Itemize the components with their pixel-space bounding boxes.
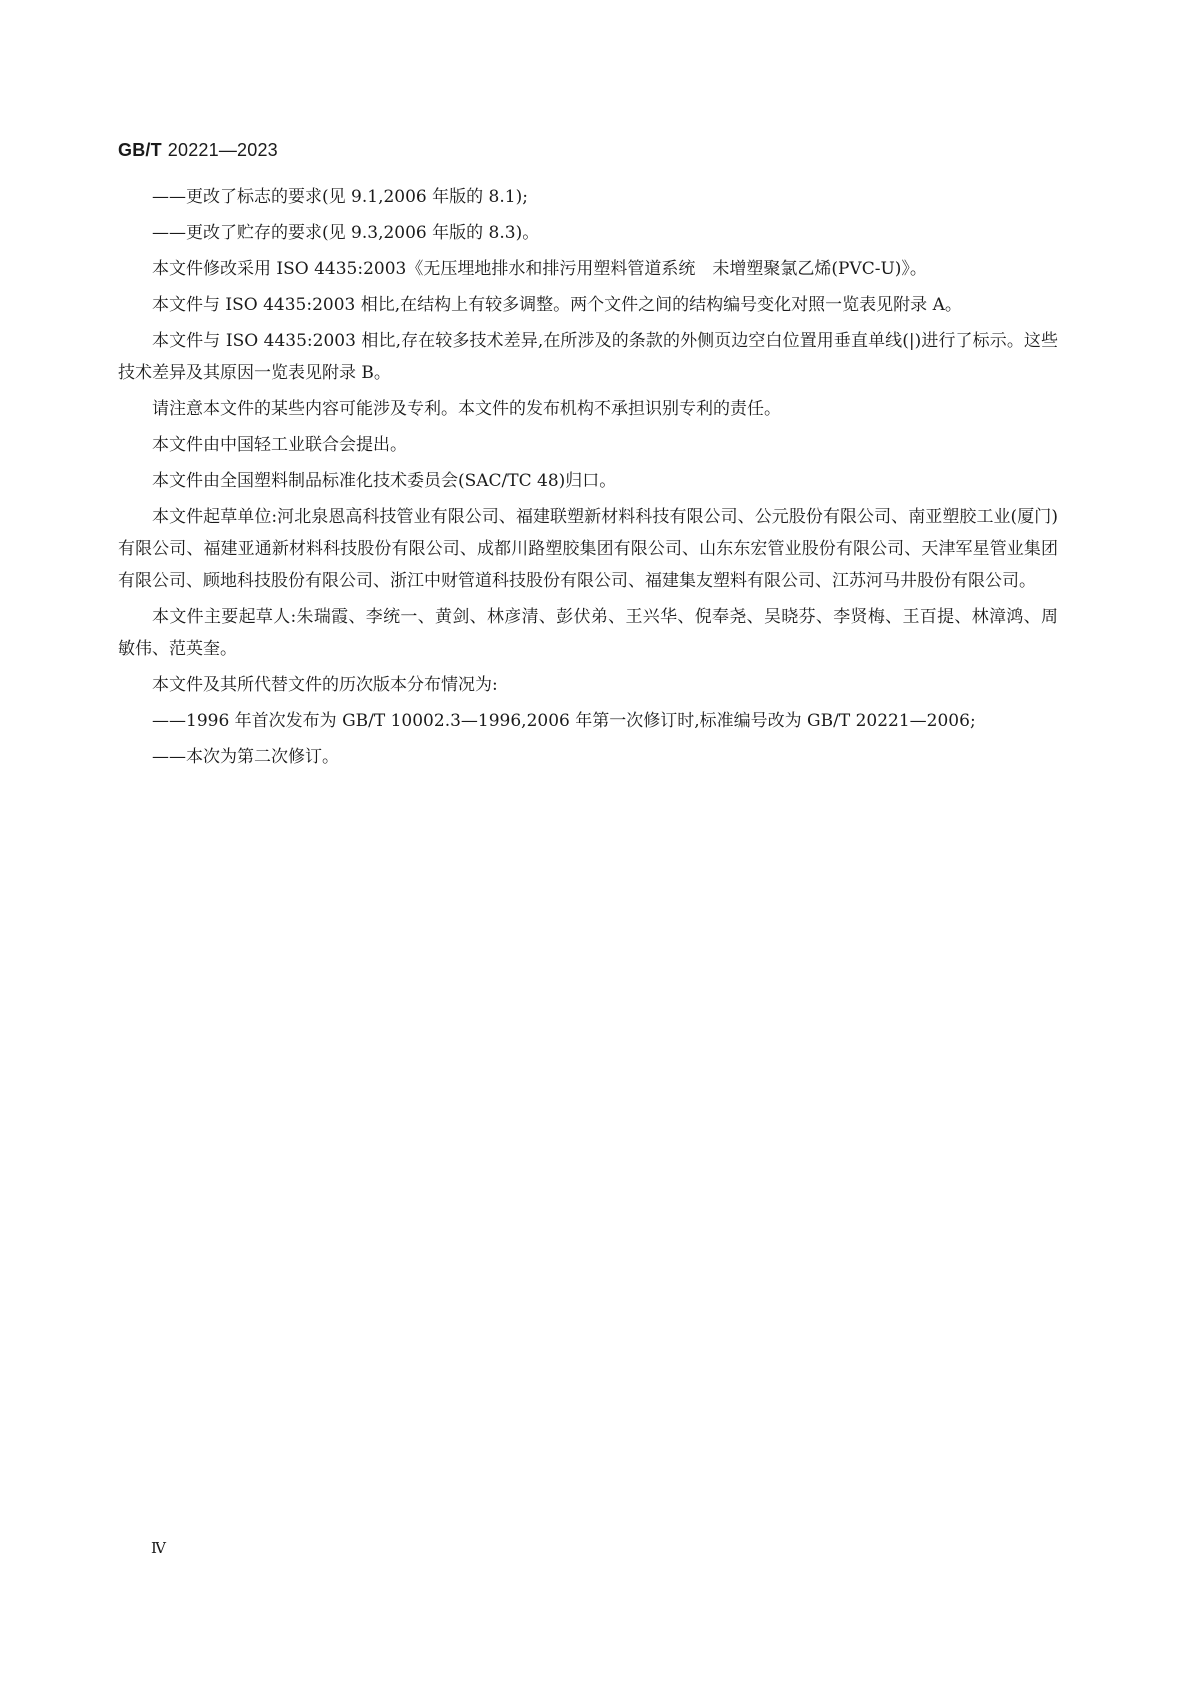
change-item-storage: ——更改了贮存的要求(见 9.3,2006 年版的 8.3)。	[152, 223, 540, 243]
technical-differences-paragraph: 本文件与 ISO 4435:2003 相比,存在较多技术差异,在所涉及的条款的外侧页边空白位置用垂直单线(|)进行了标示。这些技术差异及其原因一览表见附录 B。	[118, 331, 1058, 383]
version-history-intro: 本文件及其所代替文件的历次版本分布情况为:	[152, 675, 498, 695]
adoption-statement: 本文件修改采用 ISO 4435:2003《无压埋地排水和排污用塑料管道系统 未增塑聚氯乙烯(PVC-U)》。	[152, 259, 927, 279]
structure-comparison-paragraph: 本文件与 ISO 4435:2003 相比,在结构上有较多调整。两个文件之间的结构编号变化对照一览表见附录 A。	[152, 295, 962, 315]
document-body	[118, 181, 1058, 777]
patent-notice-paragraph: 请注意本文件的某些内容可能涉及专利。本文件的发布机构不承担识别专利的责任。	[152, 399, 781, 419]
document-header	[118, 140, 278, 161]
technical-committee-paragraph: 本文件由全国塑料制品标准化技术委员会(SAC/TC 48)归口。	[152, 471, 617, 491]
version-history-item-second: ——本次为第二次修订。	[152, 747, 339, 767]
proposer-paragraph: 本文件由中国轻工业联合会提出。	[152, 435, 407, 455]
version-history-item-first: ——1996 年首次发布为 GB/T 10002.3—1996,2006 年第一次修订时,标准编号改为 GB/T 20221—2006;	[152, 711, 976, 731]
page-number: Ⅳ	[151, 1539, 166, 1557]
drafting-units-paragraph: 本文件起草单位:河北泉恩高科技管业有限公司、福建联塑新材料科技有限公司、公元股份有限公司、南亚塑胶工业(厦门)有限公司、福建亚通新材料科技股份有限公司、成都川路塑胶集团有限公司、山东东宏管业股份有限公司、天津军星管业集团有限公司、顾地科技股份有限公司、浙江中财管道科技股份有限公司、福建集友塑料有限公司、江苏河马井股份有限公司。	[118, 507, 1058, 591]
main-drafters-paragraph: 本文件主要起草人:朱瑞霞、李统一、黄剑、林彦清、彭伏弟、王兴华、倪奉尧、吴晓芬、李贤梅、王百提、林漳鸿、周敏伟、范英奎。	[118, 607, 1058, 659]
standard-prefix: GB/T	[118, 140, 162, 160]
standard-number: 20221—2023	[167, 140, 278, 160]
change-item-marking: ——更改了标志的要求(见 9.1,2006 年版的 8.1);	[152, 187, 528, 207]
